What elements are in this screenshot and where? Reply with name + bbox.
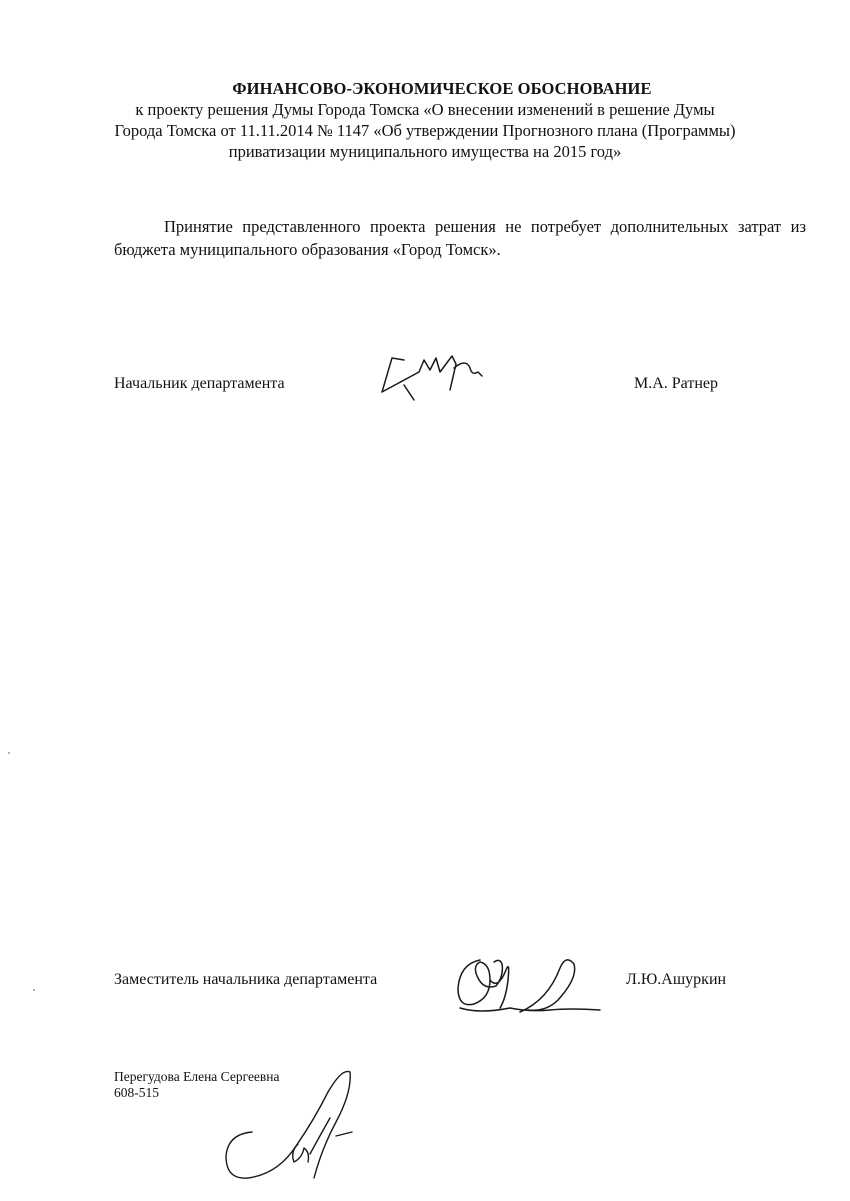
document-title: ФИНАНСОВО-ЭКОНОМИЧЕСКОЕ ОБОСНОВАНИЕ [232, 79, 652, 98]
signatory-name: М.А. Ратнер [634, 375, 719, 392]
signatory-position: Начальник департамента [114, 375, 285, 392]
document-subtitle-line: к проекту решения Думы Города Томска «О внесении изменений в решение Думы [135, 100, 715, 119]
executor-name: Перегудова Елена Сергеевна [114, 1069, 280, 1084]
handwritten-signature [374, 350, 494, 405]
scan-speck [33, 989, 35, 991]
scan-speck [8, 752, 10, 754]
document-header [100, 78, 750, 162]
document-subtitle-line: приватизации муниципального имущества на 2015 год» [228, 142, 622, 161]
handwritten-signature [450, 950, 605, 1025]
handwritten-initials [218, 1062, 358, 1190]
executor-phone: 608-515 [114, 1085, 159, 1100]
signatory-name: Л.Ю.Ашуркин [626, 971, 727, 988]
signatory-position: Заместитель начальника департамента [114, 971, 378, 988]
body-paragraph: Принятие представленного проекта решения не потребует дополнительных затрат из бюджета муниципального образования «Город Томск». [114, 217, 806, 259]
document-subtitle-line: Города Томска от 11.11.2014 № 1147 «Об утверждении Прогнозного плана (Программы) [114, 121, 736, 140]
